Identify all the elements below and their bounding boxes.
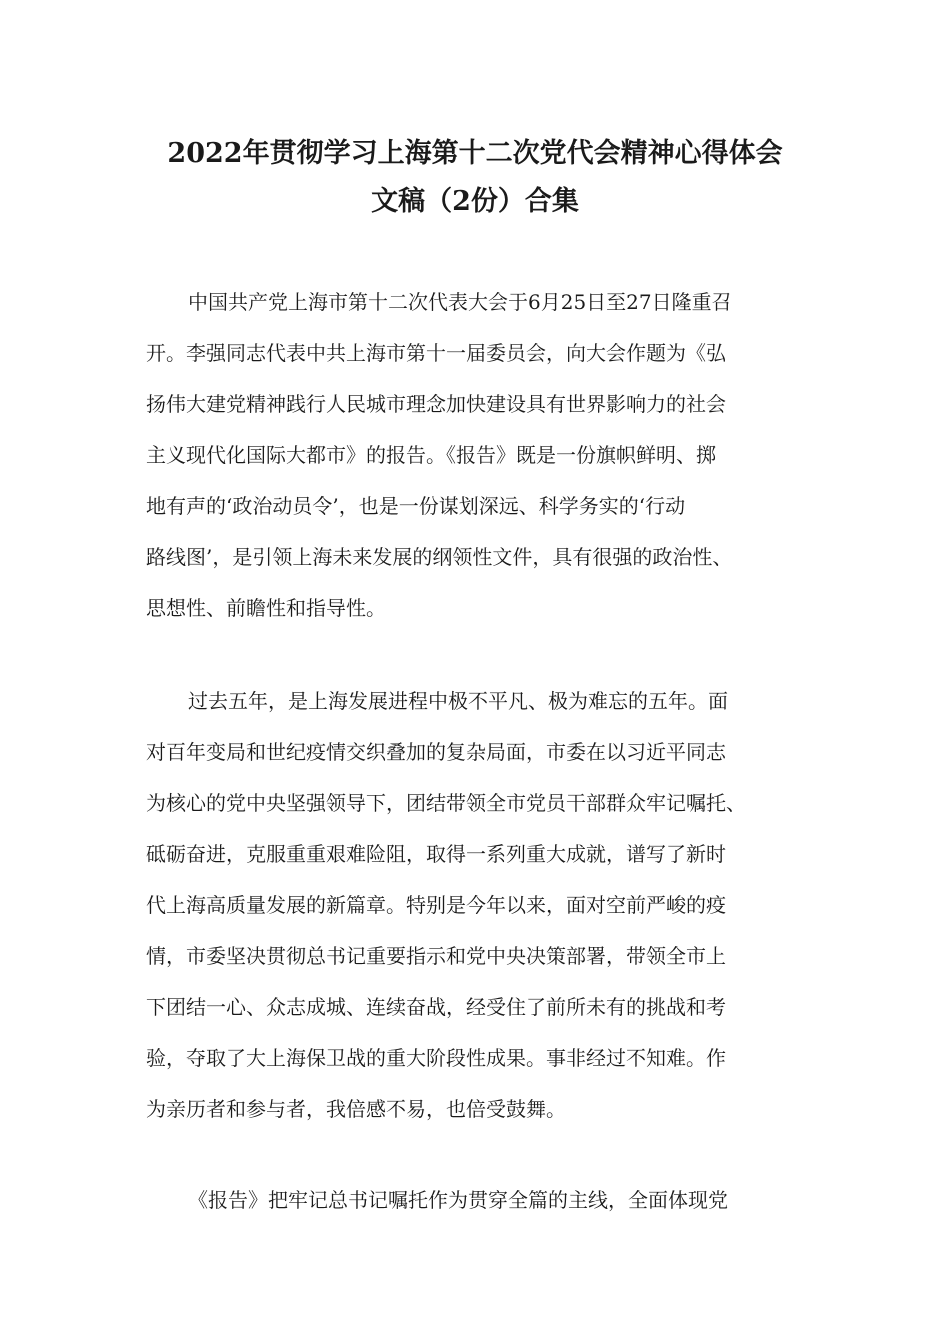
- paragraph-line: 开。李强同志代表中共上海市第十一届委员会，向大会作题为《弘: [146, 341, 726, 365]
- paragraph-line: 过去五年，是上海发展进程中极不平凡、极为难忘的五年。面: [188, 689, 728, 713]
- paragraph-line: 思想性、前瞻性和指导性。: [146, 596, 386, 620]
- paragraph-line: 砥砺奋进，克服重重艰难险阻，取得一系列重大成就，谱写了新时: [146, 842, 726, 866]
- paragraph-line: 主义现代化国际大都市》的报告。《报告》既是一份旗帜鲜明、掷: [146, 443, 716, 467]
- paragraph-line: 代上海高质量发展的新篇章。特别是今年以来，面对空前严峻的疫: [146, 893, 726, 917]
- paragraph-line: 验，夺取了大上海保卫战的重大阶段性成果。事非经过不知难。作: [146, 1046, 726, 1070]
- document-title: [100, 130, 850, 226]
- title-line: 2022年贯彻学习上海第十二次党代会精神心得体会: [167, 138, 783, 169]
- paragraph-line: 中国共产党上海市第十二次代表大会于6月25日至27日隆重召: [188, 290, 732, 314]
- paragraph-line: 路线图’，是引领上海未来发展的纲领性文件，具有很强的政治性、: [146, 545, 733, 569]
- paragraph-line: 为核心的党中央坚强领导下，团结带领全市党员干部群众牢记嘱托、: [146, 791, 746, 815]
- paragraph-line: 《报告》把牢记总书记嘱托作为贯穿全篇的主线，全面体现党: [188, 1188, 728, 1212]
- paragraph: [146, 277, 816, 634]
- paragraph-line: 扬伟大建党精神践行人民城市理念加快建设具有世界影响力的社会: [146, 392, 726, 416]
- paragraph-line: 情，市委坚决贯彻总书记重要指示和党中央决策部署，带领全市上: [146, 944, 726, 968]
- paragraph-line: 对百年变局和世纪疫情交织叠加的复杂局面，市委在以习近平同志: [146, 740, 726, 764]
- paragraph: [146, 1175, 816, 1226]
- paragraph-line: 下团结一心、众志成城、连续奋战，经受住了前所未有的挑战和考: [146, 995, 726, 1019]
- paragraph-line: 地有声的‘政治动员令’，也是一份谋划深远、科学务实的‘行动: [146, 494, 686, 518]
- title-line: 文稿（2份）合集: [371, 186, 579, 217]
- paragraph: [146, 676, 816, 1135]
- paragraph-line: 为亲历者和参与者，我倍感不易，也倍受鼓舞。: [146, 1097, 566, 1121]
